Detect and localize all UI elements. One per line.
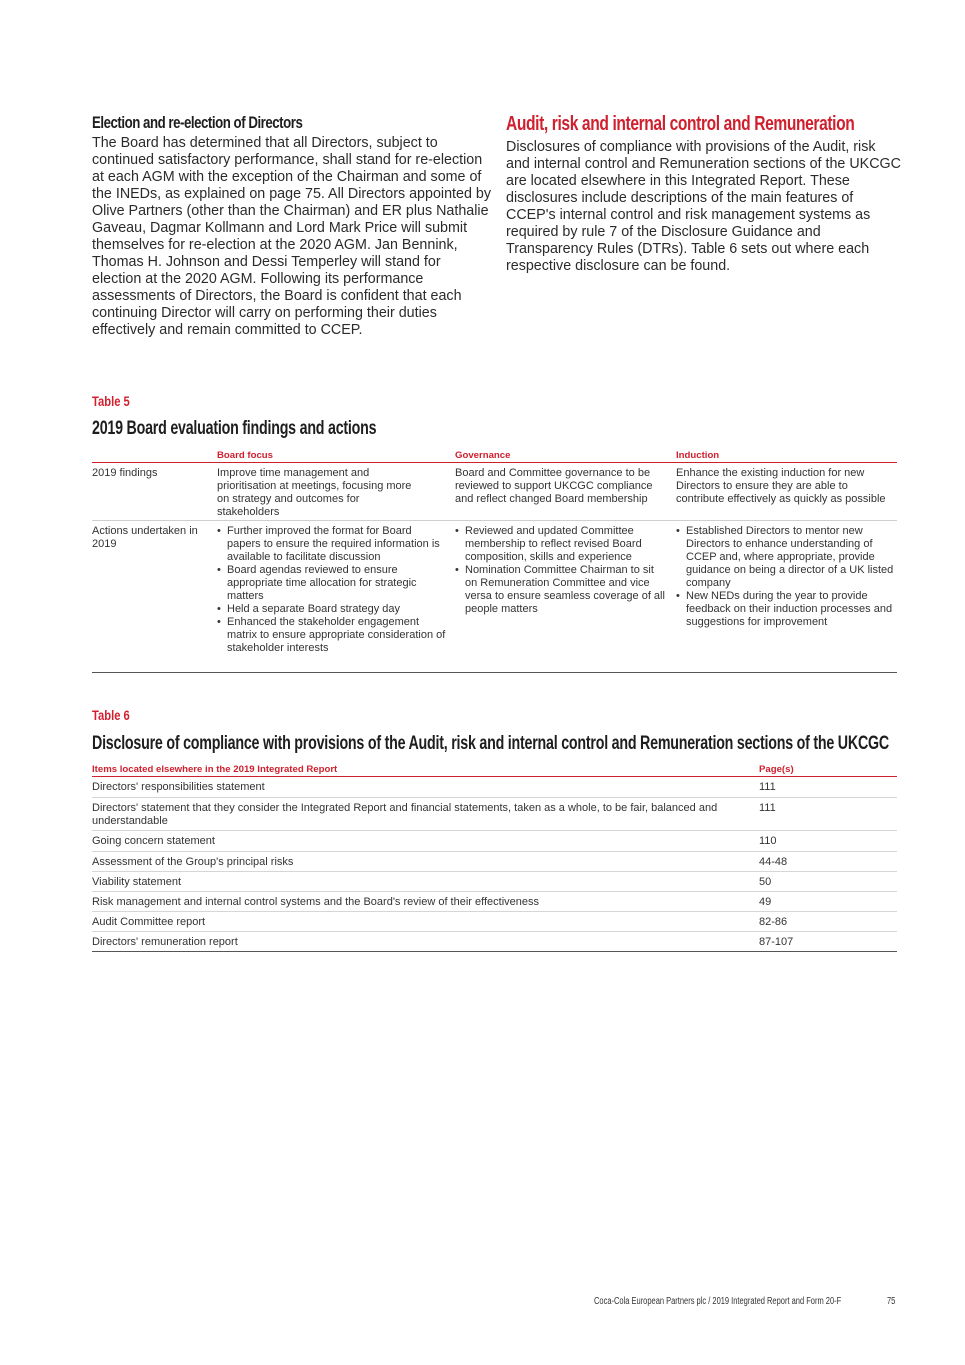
item-text: Audit Committee report [92,916,206,928]
table6-title: Disclosure of compliance with provisions of the Audit, risk and internal control and Remuneration sections of the UKCGC [92,733,889,754]
item-pages: 50 [759,876,772,888]
actions-board-focus-list [217,525,447,655]
item-text: Directors' statement that they consider the Integrated Report and financial statements, taken as a whole, to be fair, balanced and understandable [92,802,718,827]
item-text: Directors' responsibilities statement [92,781,265,793]
row-label: Actions undertaken in 2019 [92,525,198,550]
item-text: Viability statement [92,876,182,888]
table5-title: 2019 Board evaluation findings and actions [92,418,377,439]
findings-governance: Board and Committee governance to be reviewed to support UKCGC compliance and reflect changed Board membership [455,467,653,505]
audit-heading: Audit, risk and internal control and Remuneration [506,113,855,135]
item-pages: 111 [759,781,776,793]
actions-induction-list [676,525,896,629]
table6-col-items: Items located elsewhere in the 2019 Integrated Report [92,764,338,775]
item-pages: 82-86 [759,916,788,928]
list-item: • Held a separate Board strategy day [217,603,447,616]
item-text: Directors' remuneration report [92,936,238,948]
table5-col-governance: Governance [455,450,511,461]
table-row [92,892,897,912]
table5-row-findings [92,463,897,521]
table-row [92,798,897,831]
election-heading: Election and re-election of Directors [92,113,303,132]
row-label: 2019 findings [92,467,158,479]
audit-section [506,113,901,275]
table5-header-row [92,447,897,463]
list-item: • Board agendas reviewed to ensure appropriate time allocation for strategic matters [217,564,447,603]
table-row [92,872,897,892]
item-pages: 87-107 [759,936,794,948]
list-item: • Further improved the format for Board papers to ensure the required information is available to facilitate discussion [217,525,447,564]
footer-publication: Coca-Cola European Partners plc / 2019 Integrated Report and Form 20-F [594,1296,842,1307]
item-pages: 110 [759,835,777,847]
table5-label: Table 5 [92,393,130,409]
findings-board-focus: Improve time management and prioritisation at meetings, focusing more on strategy and outcomes for stakeholders [217,467,412,518]
table-row [92,912,897,932]
actions-governance-list [455,525,665,616]
item-pages: 111 [759,802,776,814]
table6 [92,761,897,952]
item-pages: 44-48 [759,856,788,868]
list-item: • New NEDs during the year to provide feedback on their induction processes and suggestions for improvement [676,590,896,629]
page-number: 75 [887,1296,896,1307]
election-section [92,113,492,339]
election-body: The Board has determined that all Directors, subject to continued satisfactory performance, shall stand for re-election at each AGM with the exception of the Chairman and some of the INEDs, as explained on page 75. All Directors appointed by Olive Partners (other than the Chairman) and ER plus Nathalie Gaveau, Dagmar Kollmann and Lord Mark Price will submit themselves for re-election at the 2020 AGM. Jan Bennink, Thomas H. Johnson and Dessi Temperley will stand for election at the 2020 AGM. Following its performance assessments of Directors, the Board is confident that each continuing Director will carry on performing their duties effectively and remain committed to CCEP. [92,135,491,338]
list-item: • Nomination Committee Chairman to sit on Remuneration Committee and vice versa to ensure seamless coverage of all people matters [455,564,665,616]
item-pages: 49 [759,896,772,908]
list-item: • Established Directors to mentor new Directors to enhance understanding of CCEP and, where appropriate, provide guidance on being a director of a UK listed company [676,525,896,590]
table-row [92,852,897,872]
table6-col-pages: Page(s) [759,764,794,775]
table5-row-actions [92,521,897,673]
item-text: Assessment of the Group's principal risks [92,856,294,868]
audit-body: Disclosures of compliance with provisions of the Audit, risk and internal control and Remuneration sections of the UKCGC are located elsewhere in this Integrated Report. These disclosures include descriptions of the main features of CCEP's internal control and risk management systems as required by rule 7 of the Disclosure Guidance and Transparency Rules (DTRs). Table 6 sets out where each respective disclosure can be found. [506,139,901,274]
table5-col-board-focus: Board focus [217,450,273,461]
table-row [92,932,897,952]
table5 [92,447,897,673]
item-text: Risk management and internal control systems and the Board's review of their effectiveness [92,896,540,908]
table6-header-row [92,761,897,777]
list-item: • Enhanced the stakeholder engagement matrix to ensure appropriate consideration of stakeholder interests [217,616,447,655]
table5-col-induction: Induction [676,450,720,461]
table-row [92,777,897,798]
table-row [92,831,897,852]
findings-induction: Enhance the existing induction for new Directors to ensure they are able to contribute effectively as quickly as possible [676,467,886,505]
table6-label: Table 6 [92,707,130,723]
item-text: Going concern statement [92,835,215,847]
list-item: • Reviewed and updated Committee membership to reflect revised Board composition, skills and experience [455,525,665,564]
